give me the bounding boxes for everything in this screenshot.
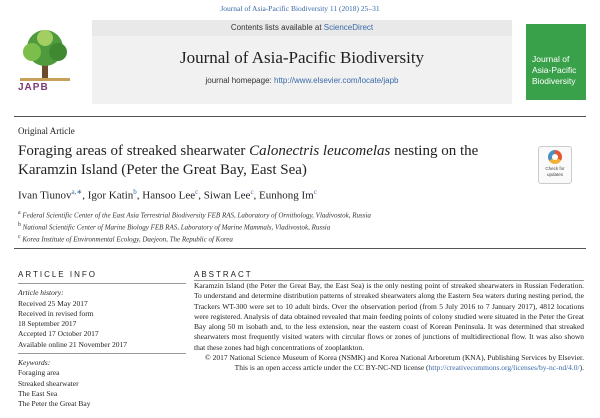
crossmark-icon: [548, 150, 562, 164]
author-name[interactable]: Eunhong Im: [259, 189, 314, 202]
journal-header: [14, 20, 586, 110]
keyword: The Peter the Great Bay: [18, 399, 91, 409]
history-item: Accepted 17 October 2017: [18, 329, 99, 339]
affiliations: [18, 209, 371, 244]
section-rule: [14, 248, 586, 249]
check-for-updates-badge[interactable]: [538, 146, 572, 184]
keyword: Streaked shearwater: [18, 378, 79, 388]
abstract-heading: ABSTRACT: [194, 270, 253, 279]
info-divider: [18, 283, 186, 284]
info-divider: [18, 353, 186, 354]
keyword: The East Sea: [18, 388, 58, 398]
author-name[interactable]: Igor Katin: [87, 189, 134, 202]
journal-homepage: journal homepage: http://www.elsevier.com/locate/japb: [205, 76, 399, 85]
journal-title-box: [92, 36, 512, 104]
cover-line-3: Biodiversity: [532, 76, 576, 86]
keywords-label: Keywords:: [18, 358, 51, 368]
cover-line-2: Asia-Pacific: [532, 65, 577, 75]
cover-line-1: Journal of: [532, 54, 570, 64]
history-item: 18 September 2017: [18, 319, 77, 329]
history-item: Available online 21 November 2017: [18, 339, 127, 349]
article-title: Foraging areas of streaked shearwater Calonectris leucomelas nesting on the Karamzin Island (Peter the Great Bay, East Sea): [18, 143, 479, 178]
contents-line: Contents lists available at ScienceDirect: [230, 23, 374, 32]
sciencedirect-link[interactable]: ScienceDirect: [323, 23, 374, 32]
history-item: Received in revised form: [18, 308, 94, 318]
author-name[interactable]: Hansoo Lee: [142, 189, 196, 202]
badge-label: Check for updates: [545, 166, 565, 177]
author-name[interactable]: Siwan Lee: [203, 189, 251, 202]
affiliation-a: $^a$ Federal Scientific Center of the East Asia Terrestrial Biodiversity FEB RAS, Laboratory of Ornithology, Vladivostok, Russia: [18, 210, 371, 220]
affiliation-c: $^c$ Korea Institute of Environmental Ecology, Daejeon, The Republic of Korea: [18, 233, 233, 243]
abstract-text: Karamzin Island (the Peter the Great Bay, the East Sea) is the only nesting point of streaked shearwaters in Russian Federation. To understand and determine distribution patterns of streaked shearwaters along the Eastern Sea waters during nesting period, the Trackers WT-300 were set to 10 adult birds. Over the observation period (from 5 July 2016 to 7 January 2017), 4812 locations were registered. Analysis of data obtained revealed that main feeding points of colony studied were situated in the Peter the Great Bay along 50 m isobath and, to the less extension, near the eastern coast of Korean Peninsula. It was determined that streaked shearwaters most frequently visited waters with circular flows or zones of junctions of multidirectional flow. It was also shown that these zones had high concentrations of zooplankton.: [194, 281, 584, 352]
journal-title: Journal of Asia-Pacific Biodiversity: [179, 48, 425, 67]
contents-bar: [92, 20, 512, 36]
article-info: [18, 270, 186, 410]
journal-cover-logo: [526, 24, 586, 100]
license-link[interactable]: http://creativecommons.org/licenses/by-nc-nd/4.0/: [428, 363, 580, 373]
journal-reference[interactable]: Journal of Asia-Pacific Biodiversity 11 (2018) 25–31: [220, 4, 380, 13]
keyword: Foraging area: [18, 368, 60, 378]
author-name[interactable]: Ivan Tiunov: [18, 189, 72, 202]
history-item: Received 25 May 2017: [18, 298, 88, 308]
affiliation-b: $^b$ National Scientific Center of Marine Biology FEB RAS, Laboratory of Marine Mammals, Vladivostok, Russia: [18, 221, 331, 232]
header-rule: [14, 116, 586, 117]
author-list: Ivan Tiunov$^{a,∗}$, Igor Katin$^b$, Hansoo Lee$^c$, Siwan Lee$^c$, Eunhong Im$^c$: [18, 188, 317, 202]
abstract-body: [194, 281, 584, 374]
article-type: Original Article: [18, 126, 75, 136]
homepage-link[interactable]: http://www.elsevier.com/locate/japb: [274, 76, 399, 85]
article-info-heading: ARTICLE INFO: [18, 270, 97, 279]
japb-logo-text: JAPB: [18, 82, 49, 93]
history-label: Article history:: [18, 288, 64, 298]
copyright-line: © 2017 National Science Museum of Korea (NSMK) and Korea National Arboretum (KNA), Publishing Services by Elsevier. This is an open access article under the CC BY-NC-ND license (http://creativecommons.org/licenses/by-nc-nd/4.0/).: [205, 353, 584, 373]
